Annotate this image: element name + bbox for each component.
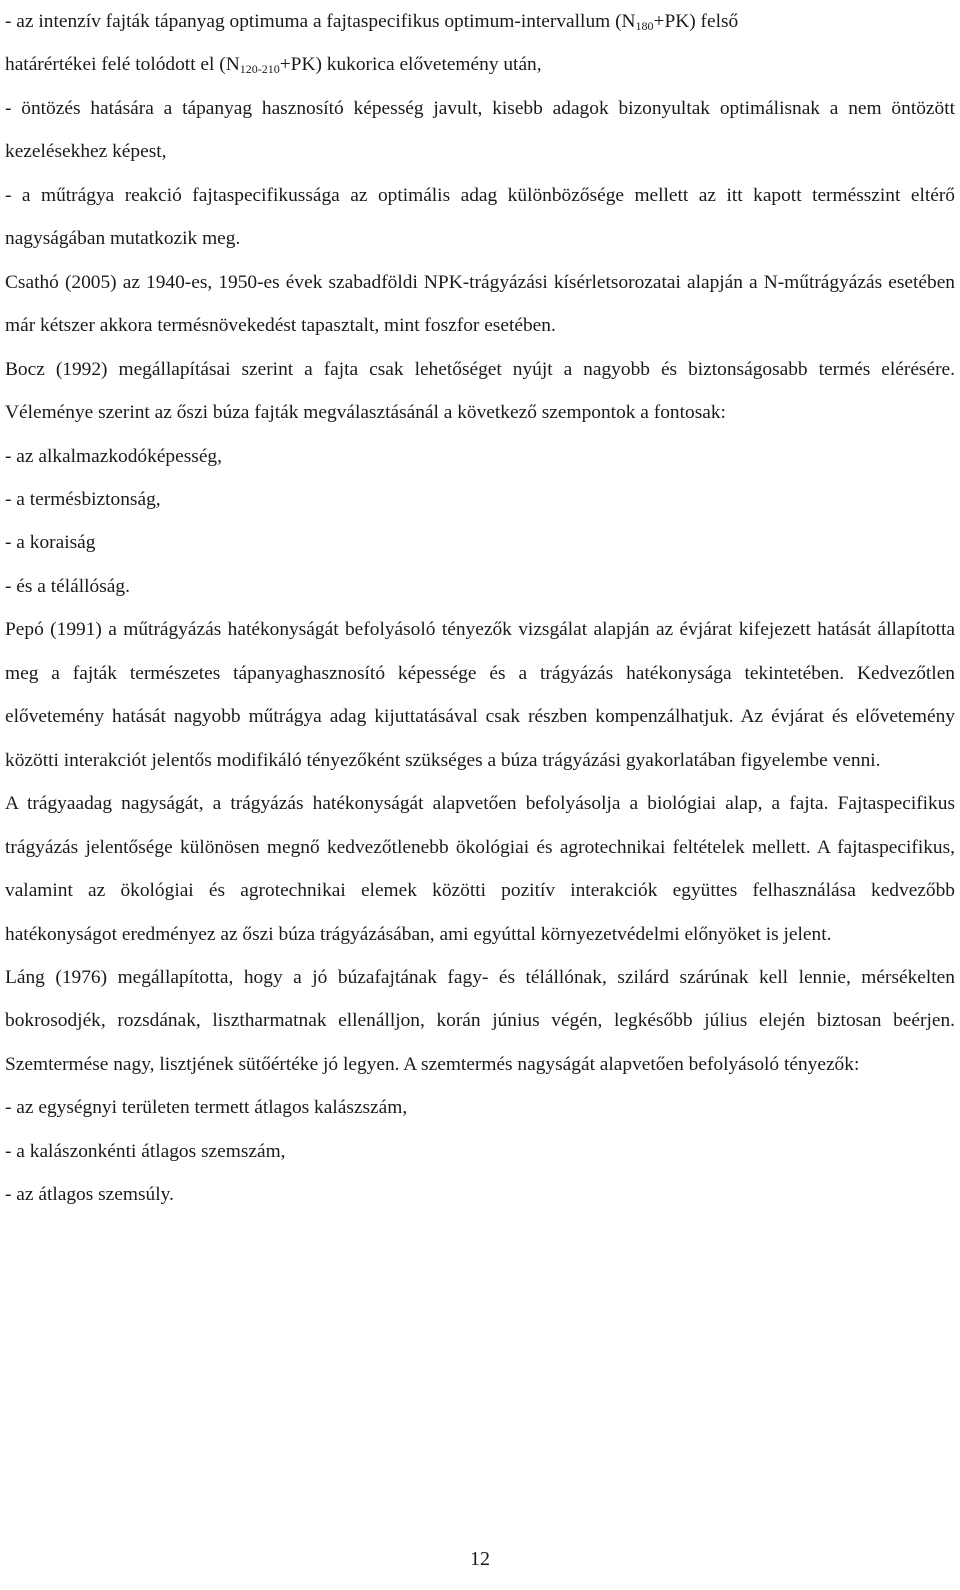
intro-text-2a: határértékei felé tolódott el (N	[5, 54, 240, 76]
intro-text-2b: +PK) kukorica elővetemény után,	[279, 54, 542, 76]
list-item-lang-2: - a kalászonkénti átlagos szemszám,	[5, 1140, 286, 1162]
intro-line-2	[5, 43, 955, 86]
paragraph-pepo: Pepó (1991) a műtrágyázás hatékonyságát befolyásoló tényezők vizsgálat alapján az évjárat kifejezett hatását állapította meg a fajták természetes tápanyaghasznosító képessége és a trágyázás hatékonysága tekintetében. Kedvezőtlen elővetemény hatását nagyobb műtrágya adag kijuttatásával csak részben kompenzálhatjuk. Az évjárat és elővetemény közötti interakciót jelentős modifikáló tényezőként szükséges a búza trágyázási gyakorlatában figyelembe venni.	[5, 619, 955, 771]
list-item-bocz-4: - és a télállóság.	[5, 575, 130, 597]
paragraph-tragyaadag: A trágyaadag nagyságát, a trágyázás hatékonyságát alapvetően befolyásolja a biológiai alap, a fajta. Fajtaspecifikus trágyázás jelentősége különösen megnő kedvezőtlenebb ökológiai és agrotechnikai feltételek mellett. A fajtaspecifikus, valamint az ökológiai és agrotechnikai elemek közötti pozitív interakciók együttes felhasználása kedvezőbb hatékonyságot eredményez az őszi búza trágyázásában, ami egyúttal környezetvédelmi előnyöket is jelent.	[5, 793, 955, 945]
paragraph-csatho: Csathó (2005) az 1940-es, 1950-es évek szabadföldi NPK-trágyázási kísérletsorozatai alapján a N-műtrágyázás esetében már kétszer akkora termésnövekedést tapasztalt, mint foszfor esetében.	[5, 271, 955, 337]
intro-line-1	[5, 0, 955, 43]
paragraph-lang: Láng (1976) megállapította, hogy a jó búzafajtának fagy- és télállónak, szilárd szárúnak kell lennie, mérsékelten bokrosodjék, rozsdának, lisztharmatnak ellenálljon, korán június végén, legkésőbb július elején biztosan beérjen. Szemtermése nagy, lisztjének sütőértéke jó legyen. A szemtermés nagyságát alapvetően befolyásoló tényezők:	[5, 966, 955, 1075]
bullet-irrigation: - öntözés hatására a tápanyag hasznosító képesség javult, kisebb adagok bizonyultak optimálisnak a nem öntözött kezelésekhez képest,	[5, 97, 955, 163]
document-body	[5, 0, 955, 1217]
list-item-bocz-3: - a koraiság	[5, 532, 96, 554]
paragraph-bocz: Bocz (1992) megállapításai szerint a fajta csak lehetőséget nyújt a nagyobb és biztonságosabb termés elérésére. Véleménye szerint az őszi búza fajták megválasztásánál a következő szempontok a fontosak:	[5, 358, 955, 424]
list-item-lang-1: - az egységnyi területen termett átlagos kalászszám,	[5, 1097, 408, 1119]
bullet-fertilizer-reaction: - a műtrágya reakció fajtaspecifikussága az optimális adag különbözősége mellett az itt kapott termésszint eltérő nagyságában mutatkozik meg.	[5, 184, 955, 250]
list-item-bocz-2: - a termésbiztonság,	[5, 488, 161, 510]
list-item-lang-3: - az átlagos szemsúly.	[5, 1184, 174, 1206]
nitrogen-subscript-120-210: 120-210	[239, 62, 280, 77]
list-item-bocz-1: - az alkalmazkodóképesség,	[5, 445, 222, 467]
intro-text-1a: - az intenzív fajták tápanyag optimuma a fajtaspecifikus optimum-intervallum (N	[5, 11, 636, 32]
page-number: 12	[470, 1548, 490, 1570]
intro-text-1b: +PK) felső	[653, 11, 739, 32]
nitrogen-subscript-180: 180	[635, 19, 654, 33]
